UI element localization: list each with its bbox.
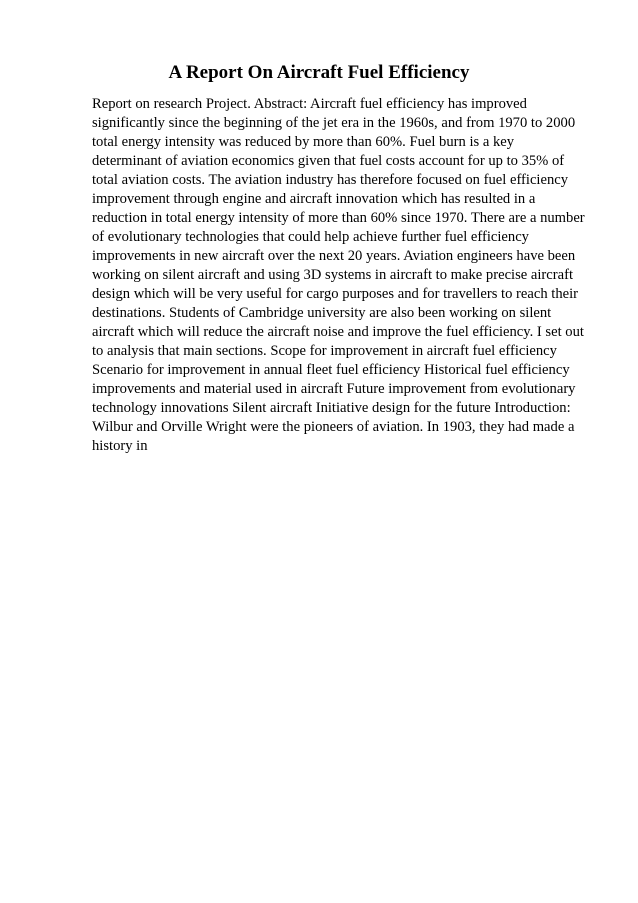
body-line: aircraft which will reduce the aircraft noise and improve the fuel efficiency. I set out <box>92 324 584 340</box>
document-title: A Report On Aircraft Fuel Efficiency <box>168 62 470 83</box>
document-body <box>92 95 586 456</box>
body-line: working on silent aircraft and using 3D systems in aircraft to make precise aircraft <box>92 267 574 283</box>
body-line: improvements and material used in aircraft Future improvement from evolutionary <box>92 381 576 397</box>
body-line: reduction in total energy intensity of more than 60% since 1970. There are a number <box>92 210 585 226</box>
body-line: Wilbur and Orville Wright were the pioneers of aviation. In 1903, they had made a <box>92 419 575 435</box>
body-line: total aviation costs. The aviation industry has therefore focused on fuel efficiency <box>92 172 569 188</box>
body-line: design which will be very useful for cargo purposes and for travellers to reach their <box>92 286 579 302</box>
body-line: total energy intensity was reduced by more than 60%. Fuel burn is a key <box>92 134 515 150</box>
body-line: technology innovations Silent aircraft Initiative design for the future Introduction: <box>92 400 571 416</box>
body-line: improvements in new aircraft over the next 20 years. Aviation engineers have been <box>92 248 576 264</box>
body-line: Scenario for improvement in annual fleet fuel efficiency Historical fuel efficiency <box>92 362 570 378</box>
body-line: Report on research Project. Abstract: Aircraft fuel efficiency has improved <box>92 96 527 112</box>
body-line: determinant of aviation economics given that fuel costs account for up to 35% of <box>92 153 565 169</box>
body-line: significantly since the beginning of the jet era in the 1960s, and from 1970 to 2000 <box>92 115 576 131</box>
body-line: of evolutionary technologies that could help achieve further fuel efficiency <box>92 229 529 245</box>
body-line: improvement through engine and aircraft innovation which has resulted in a <box>92 191 536 207</box>
body-line: to analysis that main sections. Scope for improvement in aircraft fuel efficiency <box>92 343 557 359</box>
body-line: destinations. Students of Cambridge university are also been working on silent <box>92 305 552 321</box>
body-line: history in <box>92 438 148 454</box>
